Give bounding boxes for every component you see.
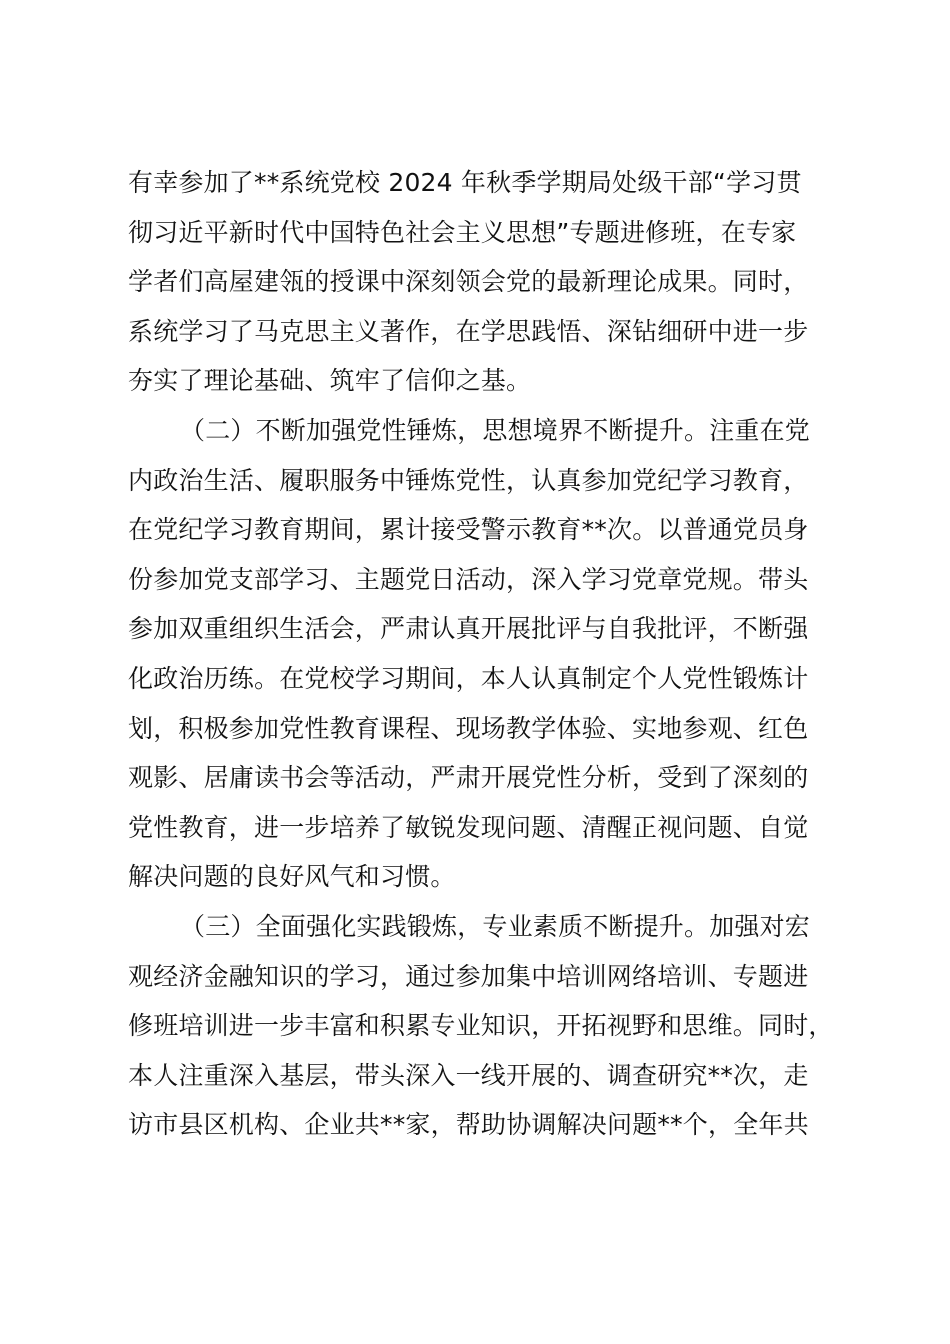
section-heading-line: （二）不断加强党性锤炼，思想境界不断提升。注重在党 xyxy=(180,415,811,445)
text-line: 观经济金融知识的学习，通过参加集中培训网络培训、专题进 xyxy=(128,961,809,991)
text-line: 本人注重深入基层，带头深入一线开展的、调查研究**次，走 xyxy=(128,1060,809,1090)
text-line: 彻习近平新时代中国特色社会主义思想”专题进修班，在专家 xyxy=(128,217,797,247)
text-line: 有幸参加了**系统党校 2024 年秋季学期局处级干部“学习贯 xyxy=(128,168,802,197)
text-line: 学者们高屋建瓴的授课中深刻领会党的最新理论成果。同时， xyxy=(128,267,809,297)
text-line: 参加双重组织生活会，严肃认真开展批评与自我批评，不断强 xyxy=(128,614,809,644)
text-line: 化政治历练。在党校学习期间，本人认真制定个人党性锻炼计 xyxy=(128,663,809,693)
text-line: 份参加党支部学习、主题党日活动，深入学习党章党规。带头 xyxy=(128,564,809,594)
text-line: 划，积极参加党性教育课程、现场教学体验、实地参观、红色 xyxy=(128,713,809,743)
text-line: 夯实了理论基础、筑牢了信仰之基。 xyxy=(128,366,532,396)
text-line: 在党纪学习教育期间，累计接受警示教育**次。以普通党员身 xyxy=(128,515,809,545)
text-line: 解决问题的良好风气和习惯。 xyxy=(128,862,456,892)
section-heading-line: （三）全面强化实践锻炼，专业素质不断提升。加强对宏 xyxy=(180,911,811,941)
text-line: 访市县区机构、企业共**家，帮助协调解决问题**个，全年共 xyxy=(128,1110,809,1140)
text-line: 观影、居庸读书会等活动，严肃开展党性分析，受到了深刻的 xyxy=(128,763,809,793)
document-body xyxy=(128,158,848,1150)
text-line: 党性教育，进一步培养了敏锐发现问题、清醒正视问题、自觉 xyxy=(128,812,809,842)
text-line: 内政治生活、履职服务中锤炼党性，认真参加党纪学习教育， xyxy=(128,465,809,495)
text-line: 系统学习了马克思主义著作，在学思践悟、深钻细研中进一步 xyxy=(128,316,809,346)
text-line: 修班培训进一步丰富和积累专业知识，开拓视野和思维。同时， xyxy=(128,1011,834,1041)
